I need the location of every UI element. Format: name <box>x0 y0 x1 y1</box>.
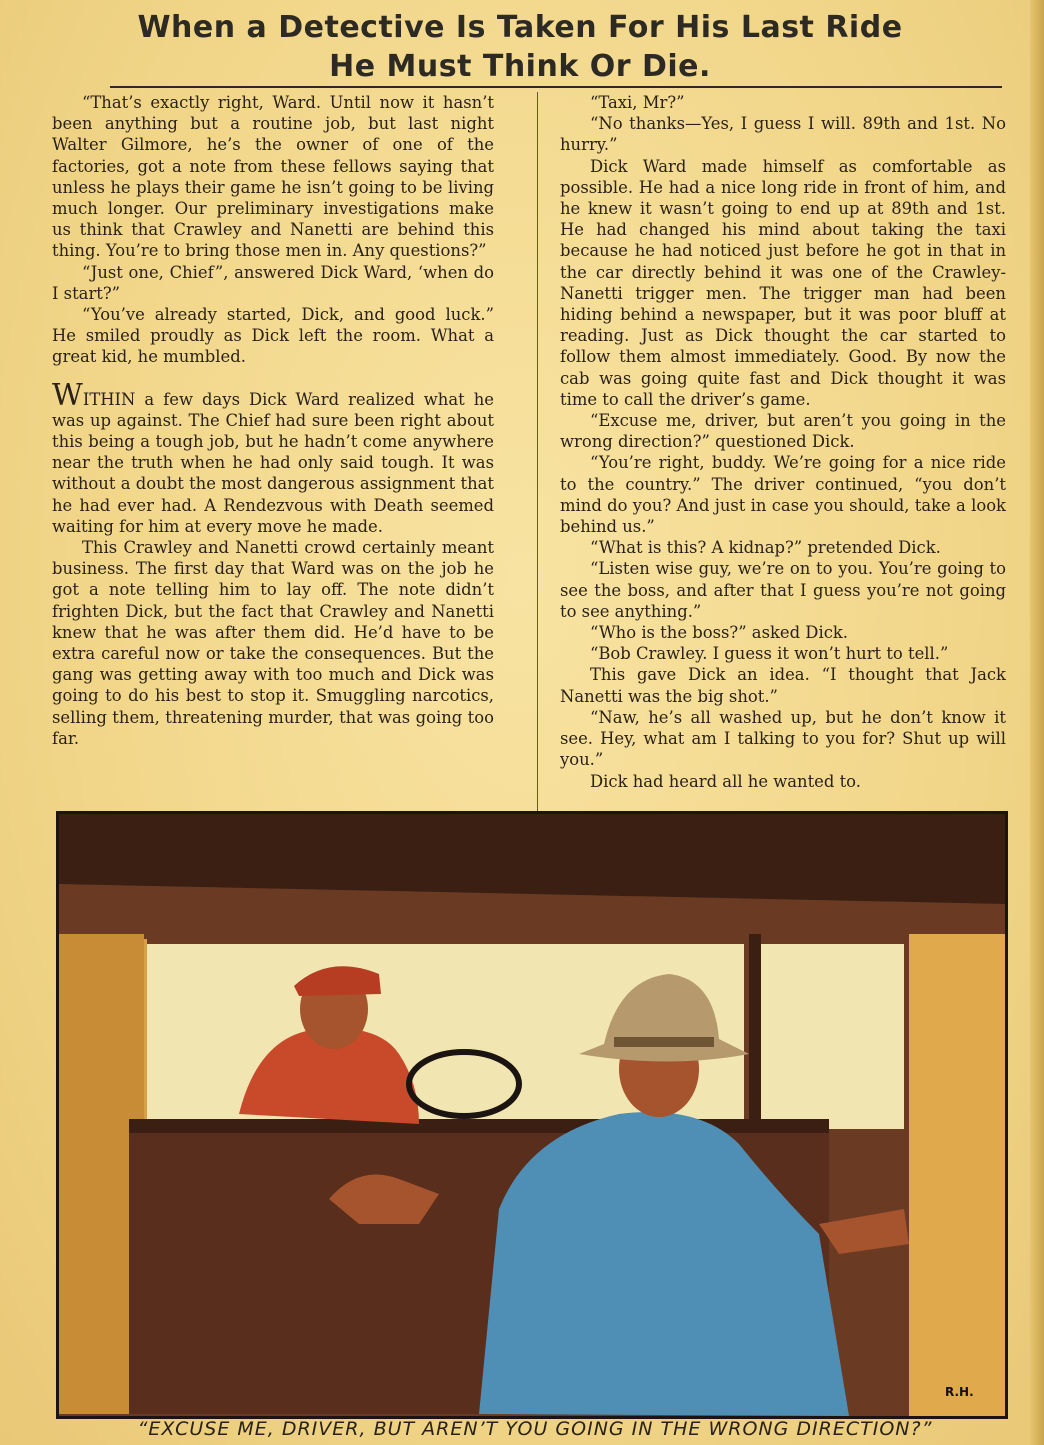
headline <box>120 8 920 86</box>
drop-cap: W <box>52 377 83 413</box>
paragraph: “Excuse me, driver, but aren’t you going in the wrong direction?” questioned Dick. <box>560 411 1006 452</box>
panel-caption: “EXCUSE ME, DRIVER, BUT AREN’T YOU GOING IN THE WRONG DIRECTION?” <box>137 1418 933 1440</box>
side-window <box>759 944 904 1129</box>
headline-line-2: He Must Think Or Die. <box>329 49 711 84</box>
left-column <box>52 92 494 749</box>
paragraph-dropcap <box>52 377 494 537</box>
seat-top-edge <box>129 1119 829 1133</box>
right-door <box>909 934 1005 1416</box>
paragraph: This gave Dick an idea. “I thought that Jack Nanetti was the big shot.” <box>560 665 1006 706</box>
headline-line-1: When a Detective Is Taken For His Last Ride <box>137 10 903 45</box>
paragraph: “Taxi, Mr?” <box>590 93 685 112</box>
section-break <box>52 368 494 386</box>
page-edge <box>1030 0 1044 1445</box>
window-post <box>749 934 761 1134</box>
paragraph: “Naw, he’s all washed up, but he don’t know it see. Hey, what am I talking to you for? Shut up will you.” <box>560 707 1006 770</box>
column-divider <box>537 92 538 812</box>
paragraph: This Crawley and Nanetti crowd certainly meant business. The first day that Ward was on the job he got a note telling him to lay off. The note didn’t frighten Dick, but the fact that Crawley and Nanetti knew that he was after them did. He’d have to be extra careful now or take the consequences. But the gang was getting away with too much and Dick was going to do his best to stop it. Smuggling narcotics, selling them, threatening murder, that was going too far. <box>52 538 494 748</box>
paragraph: Dick had heard all he wanted to. <box>590 771 861 791</box>
paragraph: “What is this? A kidnap?” pretended Dick. <box>590 538 941 558</box>
paragraph: “You’ve already started, Dick, and good luck.” He smiled proudly as Dick left the room. What a great kid, he mumbled. <box>52 305 494 367</box>
lead-word: ITHIN <box>82 389 136 409</box>
paragraph: “Who is the boss?” asked Dick. <box>590 623 849 643</box>
headline-rule <box>110 86 1002 88</box>
right-column <box>560 92 1006 792</box>
hat-band <box>614 1037 714 1047</box>
paragraph: “Bob Crawley. I guess it won’t hurt to tell.” <box>590 644 949 664</box>
paragraph: “No thanks—Yes, I guess I will. 89th and 1st. No hurry.” <box>560 114 1006 155</box>
paragraph-text: a few days Dick Ward realized what he was up against. The Chief had sure been right about this being a tough job, but he hadn’t come anywhere near the truth when he had only said tough. It was without a doubt the most dangerous assignment that he had ever had. A Rendezvous with Death seemed waiting for him at every move he made. <box>52 389 494 536</box>
paragraph: “Just one, Chief”, answered Dick Ward, ‘when do I start?” <box>52 262 494 303</box>
paragraph: “Listen wise guy, we’re on to you. You’re going to see the boss, and after that I guess you’re not going to see anything.” <box>560 559 1006 621</box>
paragraph: “That’s exactly right, Ward. Until now it hasn’t been anything but a routine job, but last night Walter Gilmore, he’s the owner of one of the factories, got a note from these fellows saying that unless he plays their game he isn’t going to be living much longer. Our preliminary investigations make us think that Crawley and Nanetti are behind this thing. You’re to bring those men in. Any questions?” <box>52 93 494 261</box>
taxi-scene-illustration <box>59 814 1005 1416</box>
paragraph: Dick Ward made himself as comfortable as possible. He had a nice long ride in front of him, and he knew it wasn’t going to end up at 89th and 1st. He had changed his mind about taking the taxi because he had noticed just before he got in that in the car directly behind it was one of the Crawley-Nanetti trigger men. The trigger man had been hiding behind a newspaper, but it was poor bluff at reading. Just as Dick thought the car started to follow them almost immediately. Good. By now the cab was going quite fast and Dick thought it was time to call the driver’s game. <box>560 156 1006 409</box>
illustration-panel <box>56 811 1008 1419</box>
paragraph: “You’re right, buddy. We’re going for a nice ride to the country.” The driver continued, “you don’t mind do you? And just in case you should, take a look behind us.” <box>560 453 1006 537</box>
artist-signature: R.H. <box>945 1385 974 1399</box>
